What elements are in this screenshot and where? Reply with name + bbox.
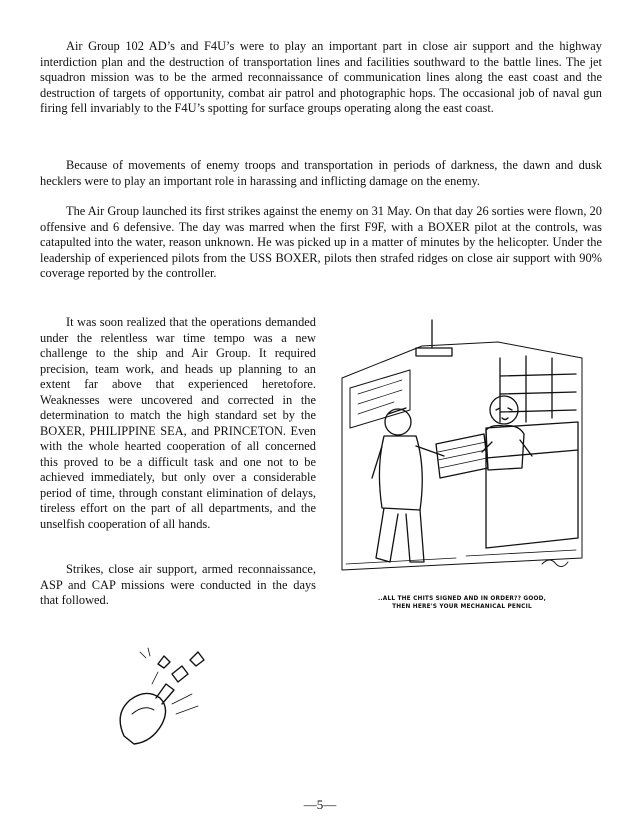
paragraph-hecklers: Because of movements of enemy troops and transportation in periods of darkness, the dawn and dusk hecklers were to play an important role in harassing and inflicting damage on the enemy. [40,158,602,188]
paragraph-first-strikes: The Air Group launched its first strikes against the enemy on 31 May. On that day 26 sorties were flown, 20 offensive and 6 defensive. The day was marred when the first F9F, with a BOXER pilot at the controls, was catapulted into the water, reason unknown. He was picked up in a matter of minutes by the helicopter. Under the leadership of experienced pilots from the USS BOXER, pilots then strafed ridges on close air support with 90% coverage reported by the controller. [40,204,602,281]
page-number: —5— [303,797,337,812]
caption-line-1: ..ALL THE CHITS SIGNED AND IN ORDER?? GOOD, [377,596,546,602]
cartoon-caption [342,595,582,611]
paragraph-missions: Strikes, close air support, armed reconnaissance, ASP and CAP missions were conducted in the days that followed. [40,562,316,608]
bomb-sketch [112,644,220,754]
cartoon-illustration [336,318,586,598]
caption-line-2: THEN HERE'S YOUR MECHANICAL PENCIL [392,604,532,610]
paragraph-operations-challenge: It was soon realized that the operations demanded under the relentless war time tempo was a new challenge to the ship and Air Group. It required precision, team work, and heads up planning to an extent far above that experienced heretofore. Weaknesses were uncovered and corrected in the determination to match the high standard set by the BOXER, PHILIPPINE SEA, and PRINCETON. Even with the whole hearted cooperation of all concerned this proved to be a difficult task and one not to be achieved immediately, but only over a considerable period of time, through constant elimination of delays, tireless effort on the part of all departments, and the unselfish cooperation of all hands. [40,315,316,531]
paragraph-air-group-roles: Air Group 102 AD’s and F4U’s were to play an important part in close air support and the highway interdiction plan and the destruction of transportation lines and facilities southward to the battle lines. The jet squadron mission was to be the armed reconnaissance of communication lines along the east coast and the destruction of targets of opportunity, combat air patrol and photographic hops. The occasional job of naval gun firing fell invariably to the F4U’s spotting for surface groups operating along the east coast. [40,39,602,116]
